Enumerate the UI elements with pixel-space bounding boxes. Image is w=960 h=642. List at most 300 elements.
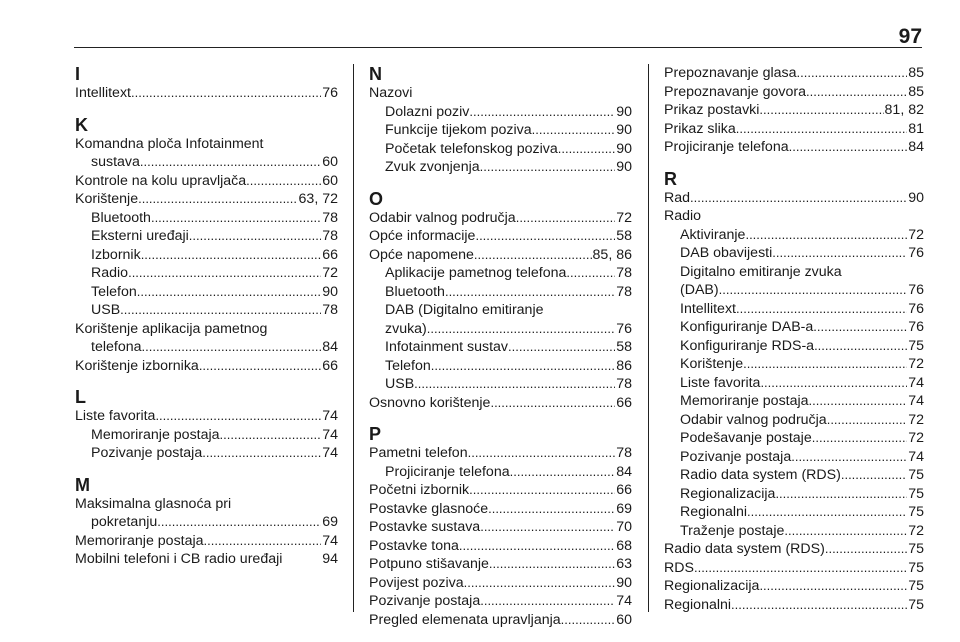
column-separator-2 [648,64,649,612]
index-entry [75,550,338,569]
index-entry-page: 90 [908,189,924,206]
index-entry-term: Regionalizacija [664,578,760,594]
index-entry [75,357,338,376]
dot-leader [825,540,907,559]
index-entry-term: Eksterni uređaji [91,228,189,244]
index-entry [369,264,632,283]
page-number: 97 [898,25,922,48]
index-entry-page: 75 [908,559,924,576]
dot-leader [791,448,907,467]
index-entry-term: Regionalizacija [680,485,776,502]
index-entry-heading: Korištenje aplikacija pametnog [75,320,268,337]
dot-leader [775,485,907,504]
index-entry-term: Liste favorita [680,374,761,391]
index-entry [369,481,632,500]
index-entry [75,283,338,302]
index-entry-term: Dolazni poziv [385,103,470,120]
index-entry-term: Memoriranje postaja [75,532,204,549]
dot-leader [189,227,321,246]
index-entry-term: Pozivanje postaja [91,445,203,461]
index-entry-page: 69 [322,514,338,530]
index-entry-term: Opće napomene [369,246,474,263]
index-entry [75,532,338,551]
index-entry-page: 85 [908,83,924,100]
index-entry-term: Odabir valnog područja [680,411,827,428]
index-entry-page: 75 [908,485,924,502]
dot-leader [736,300,907,319]
dot-leader [155,407,321,426]
dot-leader [719,281,908,300]
index-entry [664,596,924,615]
index-entry-page: 90 [616,574,632,591]
index-entry [664,83,924,102]
index-entry-page: 70 [616,519,632,535]
index-entry-page: 68 [616,537,632,554]
index-entry-term: Bluetooth [385,283,445,300]
index-group [75,64,338,103]
dot-leader [694,559,907,578]
index-entry-page: 76 [322,85,338,101]
index-entry-page: 69 [616,500,632,517]
index-entry-term: Potpuno stišavanje [369,556,489,572]
index-entry-term: Rad [664,189,691,206]
index-entry-page: 85, 86 [592,246,632,263]
dot-leader [813,318,907,337]
index-entry-term: Postavke tona [369,537,459,554]
index-entry [664,466,924,485]
index-entry-page: 63 [616,556,632,572]
index-entry-term: pokretanju [91,514,158,530]
index-group [664,169,924,615]
index-entry-term: Izbornik [91,246,141,263]
index-entry [664,64,924,83]
index-entry-term: Regionalni [680,504,748,520]
index-entry [664,281,924,300]
index-entry-term: Prepoznavanje glasa [664,65,797,81]
index-group [75,387,338,463]
index-entry [664,120,924,139]
dot-leader [414,375,615,394]
dot-leader [120,301,321,320]
index-entry-page: 84 [322,339,338,355]
dot-leader [464,574,616,593]
index-entry [75,84,338,103]
index-letter-heading: P [369,424,382,444]
index-entry-page: 78 [616,283,632,300]
index-entry-term: Konfiguriranje DAB-a [680,319,814,335]
dot-leader [157,513,321,532]
index-entry-page: 78 [322,209,338,226]
index-entry [369,518,632,537]
index-entry-term: Radio [91,265,129,281]
index-entry-page: 78 [616,376,632,392]
index-entry-term: Memoriranje postaja [91,426,220,443]
index-entry [75,209,338,228]
dot-leader [508,338,615,357]
index-entry-term: Pozivanje postaja [369,593,481,609]
index-entry-page: 90 [616,140,632,157]
index-entry-page: 78 [322,302,338,318]
index-entry-term: Podešavanje postaje [680,430,812,446]
dot-leader [480,518,615,537]
index-entry-page: 75 [908,337,924,354]
index-entry-term: Konfiguriranje RDS-a [680,337,815,354]
index-entry-term: Intellitext [680,300,736,317]
index-entry [369,320,632,339]
index-entry-term: Aktiviranje [680,226,746,243]
index-entry [369,283,632,302]
index-entry-term: Postavke sustava [369,519,481,535]
index-entry-page: 74 [322,408,338,424]
index-entry [664,244,924,263]
index-entry-term: Prikaz slika [664,120,736,137]
index-entry-term: Aplikacije pametnog telefona [385,265,567,281]
index-entry-term: Projiciranje telefona [664,139,789,155]
index-entry-page: 85 [908,65,924,81]
index-entry-page: 74 [322,532,338,549]
index-entry-page: 76 [908,245,924,261]
index-entry [664,138,924,157]
dot-leader [532,121,616,140]
index-entry-term: Radio data system (RDS) [664,541,825,557]
index-entry-term: Zvuk zvonjenja [385,159,480,175]
index-entry [664,101,924,120]
index-entry-term: Korištenje [75,191,139,207]
index-entry [369,357,632,376]
index-entry [75,264,338,283]
index-entry-term: Odabir valnog područja [369,209,516,226]
index-entry-term: Korištenje izbornika [75,357,199,374]
index-entry [75,426,338,445]
index-group [369,189,632,413]
dot-leader [736,120,907,139]
index-entry [369,394,632,413]
dot-leader [202,444,321,463]
index-letter-heading: I [75,64,81,84]
dot-leader [516,209,616,228]
dot-leader [489,555,615,574]
index-entry [664,503,924,522]
index-entry [664,337,924,356]
dot-leader [140,153,321,172]
index-letter-heading: K [75,114,88,135]
index-letter-heading: L [75,387,86,407]
index-entry-page: 74 [908,374,924,391]
index-entry-page: 72 [908,411,924,428]
dot-leader [468,444,616,463]
index-entry-term: Prepoznavanje govora [664,83,806,100]
index-entry [664,300,924,319]
index-entry-page: 76 [908,300,924,317]
index-entry-page: 81 [908,120,924,137]
index-entry-page: 72 [908,356,924,372]
dot-leader [759,577,907,596]
index-entry-page: 74 [322,426,338,443]
index-entry-page: 75 [908,504,924,520]
dot-leader [797,64,908,83]
index-entry [664,448,924,467]
index-entry-term: USB [385,376,415,392]
index-entry [664,374,924,393]
index-entry [664,189,924,208]
dot-leader [510,463,616,482]
index-entry [369,500,632,519]
index-entry-page: 60 [322,154,338,170]
index-entry [664,392,924,411]
dot-leader [488,500,615,519]
index-entry-page: 66 [616,394,632,411]
index-entry [75,338,338,357]
index-entry [369,158,632,177]
index-entry-page: 84 [616,463,632,480]
dot-leader [759,101,883,120]
dot-leader [469,103,615,122]
index-entry-page: 76 [908,282,924,298]
index-entry [75,153,338,172]
index-entry-term: Pregled elemenata upravljanja [369,611,561,628]
index-entry-page: 75 [908,578,924,594]
dot-leader [558,140,615,159]
index-column-2 [369,64,632,641]
dot-leader [814,337,907,356]
index-group [369,424,632,629]
index-entry-term: Postavke glasnoće [369,500,489,517]
index-entry-page: 76 [616,320,632,337]
dot-leader [138,190,297,209]
index-entry-page: 72 [908,430,924,446]
index-entry-term: Pametni telefon [369,445,468,461]
index-entry-term: Kontrole na kolu upravljača [75,172,247,189]
dot-leader [131,84,321,103]
index-entry-term: Telefon [385,357,431,374]
index-entry-page: 60 [322,172,338,189]
dot-leader [431,357,615,376]
index-entry [75,444,338,463]
index-entry-page: 75 [908,541,924,557]
index-entry-term: Radio data system (RDS) [680,467,841,483]
index-entry [369,375,632,394]
dot-leader [128,264,321,283]
index-entry-page: 72 [908,522,924,539]
dot-leader [772,244,907,263]
index-entry-term: zvuka) [385,320,427,337]
index-entry-heading: Nazovi [369,85,413,101]
index-entry-page: 84 [908,139,924,155]
index-entry-heading: Komandna ploča Infotainment [75,135,264,152]
index-column-1 [75,64,338,581]
index-letter-heading: M [75,474,90,495]
dot-leader [142,338,322,357]
index-entry [369,574,632,593]
dot-leader [561,611,616,630]
index-entry [369,121,632,140]
index-entry [75,172,338,191]
index-entry-page: 90 [616,122,632,138]
dot-leader [474,246,592,265]
index-entry [664,429,924,448]
index-entry-term: Opće informacije [369,228,476,244]
dot-leader [427,320,615,339]
index-group [369,64,632,177]
index-group [75,115,338,376]
index-entry [369,209,632,228]
index-entry [75,407,338,426]
index-entry-term: Projiciranje telefona [385,463,510,480]
index-letter-heading: R [664,168,677,189]
index-entry [664,355,924,374]
index-entry-term: Korištenje [680,356,744,372]
index-entry-page: 90 [322,283,338,300]
index-entry [75,227,338,246]
index-entry-page: 72 [908,226,924,243]
index-entry-page: 76 [908,319,924,335]
index-entry-term: Početak telefonskog poziva [385,140,558,157]
index-entry-term: Liste favorita [75,408,156,424]
index-entry [75,301,338,320]
index-entry-term: Regionalni [664,596,732,613]
index-entry-term: DAB obavijesti [680,245,773,261]
index-entry-page: 86 [616,357,632,374]
index-entry-term: telefona [91,339,142,355]
index-entry-page: 58 [616,228,632,244]
index-entry-term: sustava [91,154,140,170]
index-entry-page: 75 [908,467,924,483]
index-entry-term: Početni izbornik [369,482,470,498]
dot-leader [806,83,907,102]
index-entry-page: 81, 82 [884,102,924,118]
index-entry [369,444,632,463]
index-entry-term: Pozivanje postaja [680,448,792,465]
header-rule [74,47,922,48]
index-entry-page: 78 [616,265,632,281]
index-entry [369,103,632,122]
index-entry-page: 78 [616,445,632,461]
index-entry-term: Povijest poziva [369,574,464,591]
index-entry [75,246,338,265]
dot-leader [220,426,322,445]
index-entry-page: 74 [908,448,924,465]
index-entry [75,190,338,209]
dot-leader [747,503,907,522]
dot-leader [784,522,907,541]
index-entry-heading: DAB (Digitalno emitiranje [385,302,544,318]
index-entry [369,555,632,574]
dot-leader [566,264,615,283]
index-entry-term: Memoriranje postaja [680,393,809,409]
index-entry-term: Mobilni telefoni i CB radio uređaji [75,551,283,567]
index-entry-page: 75 [908,596,924,613]
index-entry [664,522,924,541]
index-entry-page: 60 [616,611,632,628]
dot-leader [480,158,616,177]
index-entry [369,537,632,556]
dot-leader [809,392,908,411]
dot-leader [745,226,907,245]
index-entry [369,463,632,482]
index-entry-heading: Radio [664,208,702,224]
index-entry-term: (DAB) [680,282,719,298]
index-entry-term: Intellitext [75,85,131,101]
index-entry-term: Traženje postaje [680,522,785,539]
index-entry-page: 66 [322,246,338,263]
index-entry [664,226,924,245]
dot-leader [760,374,907,393]
index-letter-heading: N [369,64,382,84]
dot-leader [151,209,321,228]
index-entry-term: Telefon [91,283,137,300]
dot-leader [137,283,321,302]
index-entry-page: 90 [616,159,632,175]
index-entry-page: 66 [616,482,632,498]
dot-leader [204,532,322,551]
column-separator-1 [353,64,354,612]
index-entry [664,559,924,578]
dot-leader [731,596,907,615]
index-entry-heading: Digitalno emitiranje zvuka [680,263,842,280]
index-entry-term: Osnovno korištenje [369,394,491,411]
dot-leader [246,172,321,191]
index-entry-page: 63, 72 [298,191,338,207]
index-entry-page: 90 [616,103,632,120]
index-entry [369,140,632,159]
index-entry [369,592,632,611]
dot-leader [459,537,615,556]
index-entry-page: 74 [908,393,924,409]
index-entry-page: 58 [616,339,632,355]
index-entry [369,338,632,357]
index-entry-heading: Maksimalna glasnoća pri [75,495,232,512]
index-letter-heading: O [369,188,384,209]
index-entry-term: Bluetooth [91,209,151,226]
index-entry [664,577,924,596]
dot-leader [789,138,908,157]
index-entry [664,318,924,337]
index-entry [664,411,924,430]
dot-leader [469,481,615,500]
dot-leader [475,227,615,246]
index-group [75,475,338,569]
index-entry [664,485,924,504]
index-entry [664,540,924,559]
dot-leader [490,394,615,413]
dot-leader [812,429,907,448]
index-entry-page: 74 [322,445,338,461]
index-group [664,64,924,157]
index-entry-term: Funkcije tijekom poziva [385,122,532,138]
index-entry-page: 66 [322,357,338,374]
dot-leader [199,357,321,376]
index-entry-term: Infotainment sustav [385,339,509,355]
dot-leader [141,246,322,265]
dot-leader [690,189,907,208]
index-entry-term: Prikaz postavki [664,102,760,118]
index-entry [369,611,632,630]
index-entry-page: 74 [616,593,632,609]
index-entry-page: 94 [322,551,338,567]
index-entry [75,513,338,532]
dot-leader [445,283,615,302]
index-entry [369,227,632,246]
index-entry-page: 72 [322,265,338,281]
dot-leader [841,466,907,485]
index-entry-page: 78 [322,228,338,244]
index-entry-page: 72 [616,209,632,226]
index-column-3 [664,64,924,626]
dot-leader [480,592,615,611]
index-entry-term: RDS [664,559,694,576]
index-entry [369,246,632,265]
dot-leader [827,411,908,430]
